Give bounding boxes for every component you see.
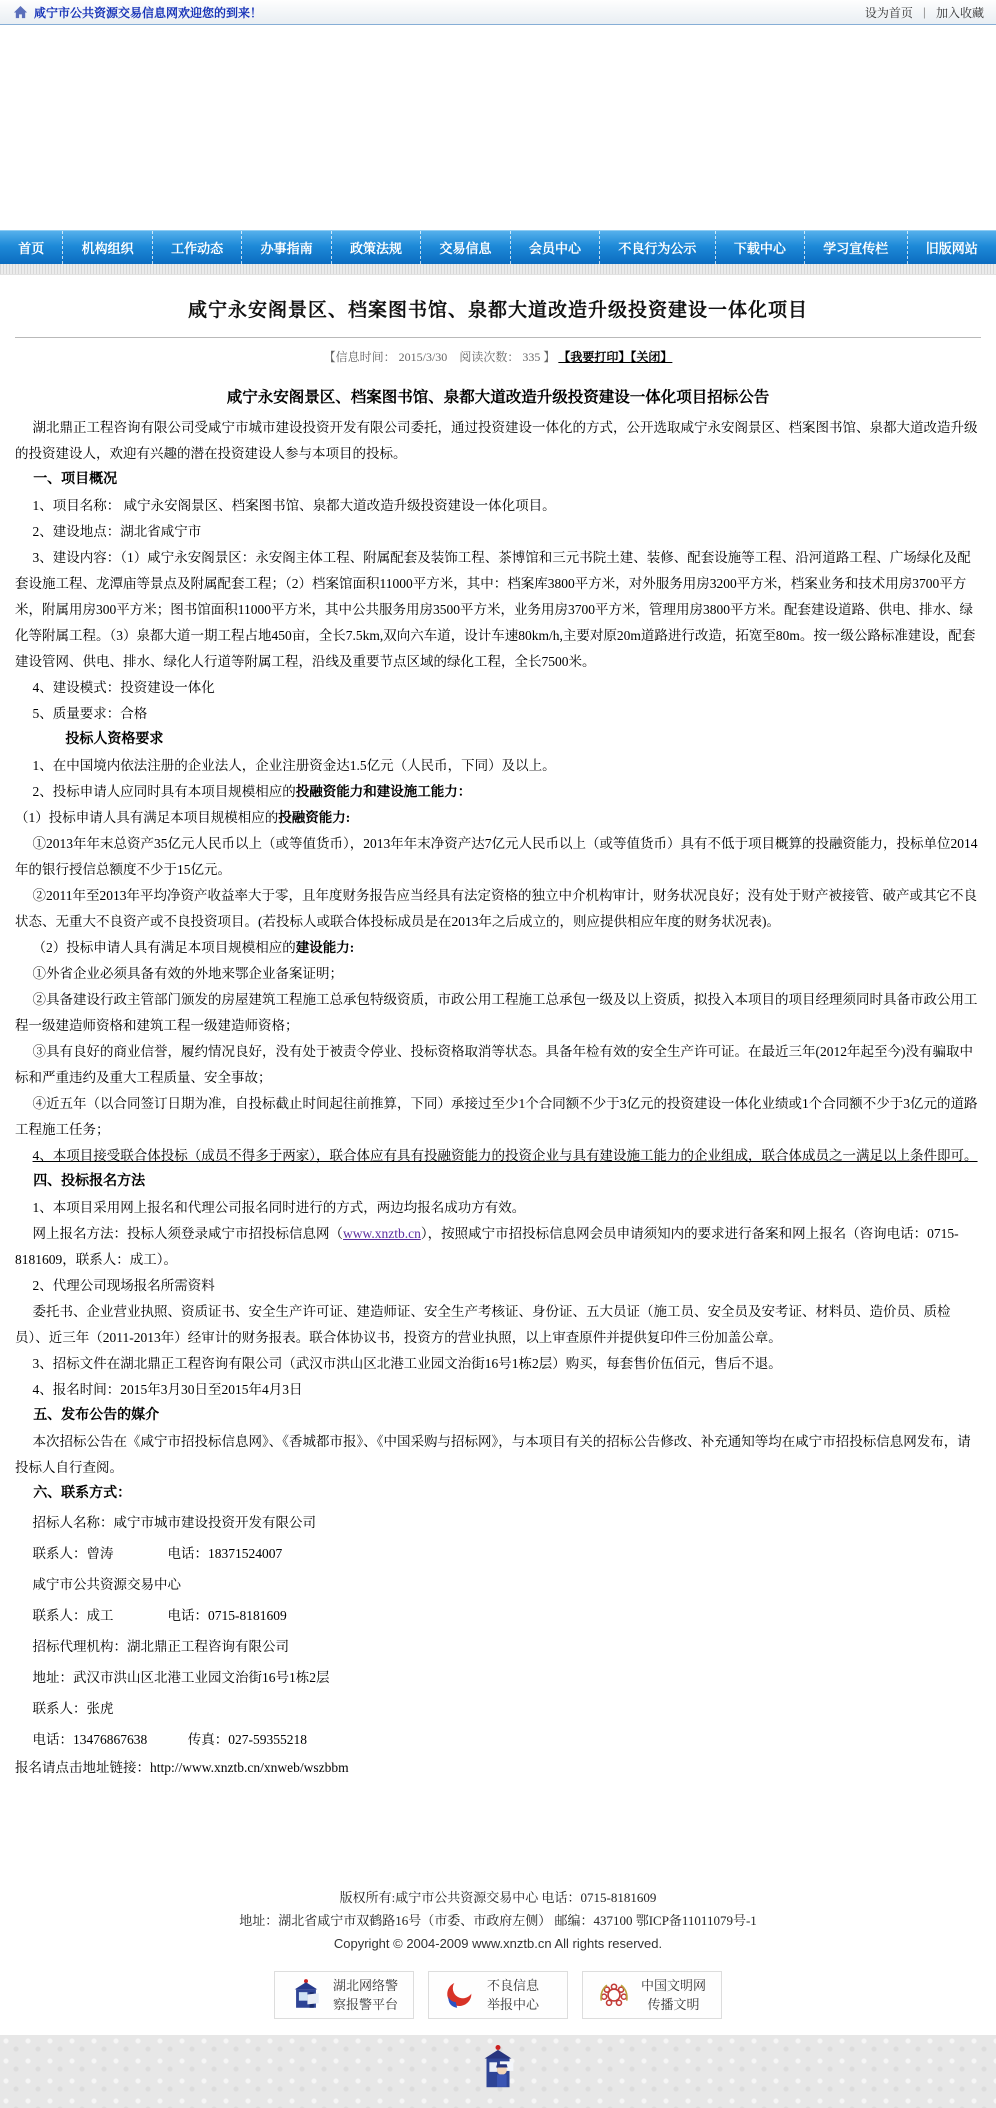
nav-item-1[interactable]: 首页: [0, 231, 63, 264]
article-paragraph: [15, 545, 981, 675]
text-segment: 联系人：曾涛 电话：18371524007: [32, 1546, 283, 1561]
text-segment: 3、建设内容：（1）咸宁永安阁景区：永安阁主体工程、附属配套及装饰工程、茶博馆和三元书院土建、装修、配套设施等工程、沿河道路工程、广场绿化及配套设施工程、龙潭庙等景点及附属配套工程；（2）档案馆面积11000平方米，其中：档案库3800平方米，对外服务用房3200平方米，档案业务和技术用房3700平方米，附属用房300平方米；图书馆面积11000平方米，其中公共服务用房3500平方米，业务用房3700平方米，管理用房3800平方米。配套建设道路、供电、排水、绿化等附属工程。（3）泉都大道一期工程占地450亩，全长7.5km,双向六车道，设计车速80km/h,主要对原20m道路进行改造，拓宽至80m。按一级公路标准建设，配套建设管网、供电、排水、绿化人行道等附属工程，沿线及重要节点区域的绿化工程，全长7500米。: [15, 550, 976, 669]
topbar: [0, 0, 996, 25]
article-paragraph: [15, 883, 981, 935]
text-segment: 网上报名方法：投标人须登录咸宁市招投标信息网（: [32, 1226, 344, 1241]
text-segment: 1、本项目采用网上报名和代理公司报名同时进行的方式，两边均报名成功方有效。: [32, 1200, 526, 1215]
footer-copyright-owner: 版权所有:咸宁市公共资源交易中心 电话：0715-8181609: [339, 1890, 657, 1905]
text-segment: （1）投标申请人具有满足本项目规模相应的: [15, 810, 279, 825]
section-heading: [15, 1169, 981, 1195]
text-segment: ），按照咸宁市招投标信息网会员申请须知内的要求进行备案和网上报名（咨询电话：0715-8181609，联系人：成工）。: [15, 1226, 959, 1267]
section-heading: [15, 727, 981, 753]
article-paragraph: [15, 1143, 981, 1169]
article-body: [15, 385, 981, 1781]
text-segment: 5、质量要求：合格: [32, 706, 148, 721]
read-count-label: 阅读次数：: [459, 350, 520, 364]
article-paragraph: [15, 1377, 981, 1403]
text-segment: ①外省企业必须具备有效的外地来鄂企业备案证明；: [32, 966, 344, 981]
article-infobar: [15, 338, 981, 373]
main-nav: [0, 230, 996, 264]
article-paragraph: [15, 1693, 981, 1724]
article-paragraph: [15, 753, 981, 779]
topbar-divider: |: [922, 5, 926, 19]
nav-item-8[interactable]: 不良行为公示: [600, 231, 715, 264]
article-paragraph: [15, 701, 981, 727]
police-mascot-icon: [475, 2043, 521, 2100]
article-paragraph: [15, 1351, 981, 1377]
article-paragraph: [15, 1195, 981, 1221]
footer: [0, 1886, 996, 2019]
text-segment: 五、发布公告的媒介: [33, 1408, 160, 1423]
text-segment: 2、投标申请人应同时具有本项目规模相应的: [32, 784, 296, 799]
text-segment: 一、项目概况: [33, 472, 118, 487]
nav-item-9[interactable]: 下载中心: [716, 231, 805, 264]
article-paragraph: [15, 1221, 981, 1273]
badge-label-line: 湖北网络警: [333, 1978, 399, 1993]
topbar-links: [865, 4, 984, 21]
article-paragraph: [15, 1755, 981, 1781]
text-segment: 六、联系方式：: [33, 1486, 132, 1501]
read-count-value: 335: [522, 350, 541, 364]
site-welcome: [12, 4, 262, 21]
article-paragraph: [15, 1273, 981, 1299]
nav-item-2[interactable]: 机构组织: [63, 231, 152, 264]
section-heading: [15, 1481, 981, 1507]
article-paragraph: [15, 1538, 981, 1569]
article-paragraph: [15, 1507, 981, 1538]
crescent-icon: [441, 1976, 479, 2014]
info-time-value: 2015/3/30: [398, 350, 448, 364]
nav-item-4[interactable]: 办事指南: [242, 231, 331, 264]
badge-china-civilization-net[interactable]: [582, 1971, 722, 2019]
text-segment: 1、项目名称： 咸宁永安阁景区、档案图书馆、泉都大道改造升级投资建设一体化项目。: [32, 498, 556, 513]
badge-illegal-info-report[interactable]: [428, 1971, 568, 2019]
article-paragraph: [15, 493, 981, 519]
article-paragraph: [15, 1724, 981, 1755]
footer-copyright: Copyright © 2004-2009 www.xnztb.cn All rights reserved.: [333, 1936, 663, 1951]
article-paragraph: [15, 1600, 981, 1631]
text-segment: 3、招标文件在湖北鼎正工程咨询有限公司（武汉市洪山区北港工业园文治街16号1栋2层）购买，每套售价伍佰元，售后不退。: [32, 1356, 782, 1371]
text-segment: ③具有良好的商业信誉，履约情况良好，没有处于被责令停业、投标资格取消等状态。具备年检有效的安全生产许可证。在最近三年(2012年起至今)没有骗取中标和严重违约及重大工程质量、安全事故；: [15, 1044, 974, 1085]
welcome-text: 咸宁市公共资源交易信息网欢迎您的到来！: [34, 5, 263, 20]
text-segment: ②2011年至2013年平均净资产收益率大于零，且年度财务报告应当经具有法定资格的独立中介机构审计，财务状况良好；没有处于财产被接管、破产或其它不良状态、无重大不良资产或不良投资项目。(若投标人或联合体投标成员是在2013年之后成立的，则应提供相应年度的财务状况表)。: [15, 888, 978, 929]
article-paragraph: [15, 987, 981, 1039]
article-paragraph: [15, 519, 981, 545]
close-button[interactable]: 【关闭】: [630, 350, 673, 364]
article-paragraph: [15, 831, 981, 883]
text-segment: 咸宁永安阁景区、档案图书馆、泉都大道改造升级投资建设一体化项目招标公告: [226, 389, 770, 406]
text-segment: ④近五年（以合同签订日期为准，自投标截止时间起往前推算，下同）承接过至少1个合同额不少于3亿元的投资建设一体化业绩或1个合同额不少于3亿元的道路工程施工任务；: [15, 1096, 978, 1137]
article-paragraph: [15, 935, 981, 961]
badge-label-line: 不良信息: [487, 1978, 540, 1993]
text-segment: 4、报名时间：2015年3月30日至2015年4月3日: [32, 1382, 303, 1397]
nav-shadow-strip: [0, 264, 996, 275]
nav-item-5[interactable]: 政策法规: [332, 231, 421, 264]
text-segment: 4、本项目接受联合体投标（成员不得多于两家），联合体应有具有投融资能力的投资企业与具有建设施工能力的企业组成，联合体成员之一满足以上条件即可。: [32, 1148, 978, 1163]
banner-placeholder: [0, 25, 996, 230]
bottom-strip: [0, 2035, 996, 2108]
article-paragraph: [15, 1091, 981, 1143]
text-segment: 四、投标报名方法: [33, 1174, 146, 1189]
footer-badges: [0, 1971, 996, 2019]
footer-address: 地址：湖北省咸宁市双鹤路16号（市委、市政府左侧） 邮编：437100 鄂ICP备11011079号-1: [239, 1913, 757, 1928]
text-segment: （2）投标申请人具有满足本项目规模相应的: [32, 940, 296, 955]
text-segment: 湖北鼎正工程咨询有限公司受咸宁市城市建设投资开发有限公司委托，通过投资建设一体化的方式，公开选取咸宁永安阁景区、档案图书馆、泉都大道改造升级的投资建设人，欢迎有兴趣的潜在投资建设人参与本项目的投标。: [15, 420, 978, 461]
article-paragraph: [15, 1299, 981, 1351]
text-segment: ②具备建设行政主管部门颁发的房屋建筑工程施工总承包特级资质，市政公用工程施工总承包一级及以上资质，拟投入本项目的项目经理须同时具备市政公用工程一级建造师资格和建筑工程一级建造师资格；: [15, 992, 978, 1033]
print-button[interactable]: 【我要打印】: [558, 350, 631, 364]
text-segment: 咸宁市公共资源交易中心: [32, 1577, 182, 1592]
text-segment: ①2013年年末总资产35亿元人民币以上（或等值货币），2013年年末净资产达7亿元人民币以上（或等值货币）具有不低于项目概算的投融资能力，投标单位2014年的银行授信总额度不少于15亿元。: [15, 836, 978, 877]
nav-item-3[interactable]: 工作动态: [153, 231, 242, 264]
section-heading: [15, 467, 981, 493]
text-segment: 4、建设模式：投资建设一体化: [32, 680, 215, 695]
text-segment: 报名请点击地址链接：http://www.xnztb.cn/xnweb/wszbbm: [15, 1760, 349, 1775]
badge-label-line: 举报中心: [487, 1997, 540, 2012]
info-suffix: 】: [543, 350, 556, 364]
nav-item-6[interactable]: 交易信息: [421, 231, 510, 264]
article-paragraph: [15, 415, 981, 467]
badge-label-line: 察报警平台: [333, 1997, 399, 2012]
nav-item-7[interactable]: 会员中心: [511, 231, 600, 264]
article-paragraph: [15, 675, 981, 701]
page-title: 咸宁永安阁景区、档案图书馆、泉都大道改造升级投资建设一体化项目: [187, 300, 808, 321]
announcement-heading: [15, 385, 981, 411]
article-paragraph: [15, 1429, 981, 1481]
text-segment: 1、在中国境内依法注册的企业法人，企业注册资金达1.5亿元（人民币，下同）及以上。: [32, 758, 556, 773]
text-segment: 2、代理公司现场报名所需资料: [32, 1278, 215, 1293]
text-segment: 地址：武汉市洪山区北港工业园文治街16号1栋2层: [32, 1670, 330, 1685]
text-segment: 建设能力:: [295, 940, 355, 955]
badge-label-line: 传播文明: [647, 1997, 700, 2012]
text-segment: 联系人：成工 电话：0715-8181609: [32, 1608, 287, 1623]
article-paragraph: [15, 1631, 981, 1662]
content-area: [0, 275, 996, 1781]
text-segment: 投标人资格要求: [65, 732, 164, 747]
civilization-emblem-icon: [595, 1976, 633, 2014]
text-segment: 委托书、企业营业执照、资质证书、安全生产许可证、建造师证、安全生产考核证、身份证、五大员证（施工员、安全员及安考证、材料员、造价员、质检员）、近三年（2011-2013年）经审计的财务报表。联合体协议书，投资方的营业执照，以上审查原件并提供复印件三份加盖公章。: [15, 1304, 951, 1345]
info-time-label: 【信息时间：: [323, 350, 396, 364]
nav-item-11[interactable]: 旧版网站: [925, 241, 978, 256]
text-segment: 招标代理机构：湖北鼎正工程咨询有限公司: [32, 1639, 290, 1654]
nav-item-10[interactable]: 学习宣传栏: [805, 231, 907, 264]
text-segment: 本次招标公告在《咸宁市招投标信息网》、《香城都市报》、《中国采购与招标网》，与本项目有关的招标公告修改、补充通知等均在咸宁市招投标信息网发布，请投标人自行查阅。: [15, 1434, 971, 1475]
article-paragraph: [15, 961, 981, 987]
home-icon: [12, 4, 28, 20]
set-home-link[interactable]: 设为首页: [864, 5, 913, 20]
text-segment: 联系人：张虎: [32, 1701, 114, 1716]
badge-hubei-cyber-police[interactable]: [274, 1971, 414, 2019]
police-box-icon: [287, 1976, 325, 2014]
add-favorite-link[interactable]: 加入收藏: [935, 5, 984, 20]
text-segment: 投融资能力:: [278, 810, 351, 825]
article-paragraph: [15, 1662, 981, 1693]
article-paragraph: [15, 779, 981, 805]
badge-label-line: 中国文明网: [641, 1978, 707, 1993]
article-paragraph: [15, 1039, 981, 1091]
article-paragraph: [15, 1569, 981, 1600]
inline-link[interactable]: www.xnztb.cn: [343, 1226, 421, 1241]
text-segment: 2、建设地点：湖北省咸宁市: [32, 524, 202, 539]
text-segment: 投融资能力和建设施工能力：: [295, 784, 472, 799]
text-segment: 招标人名称：咸宁市城市建设投资开发有限公司: [32, 1515, 317, 1530]
text-segment: 电话：13476867638 传真：027-59355218: [32, 1732, 308, 1747]
article-paragraph: [15, 805, 981, 831]
section-heading: [15, 1403, 981, 1429]
